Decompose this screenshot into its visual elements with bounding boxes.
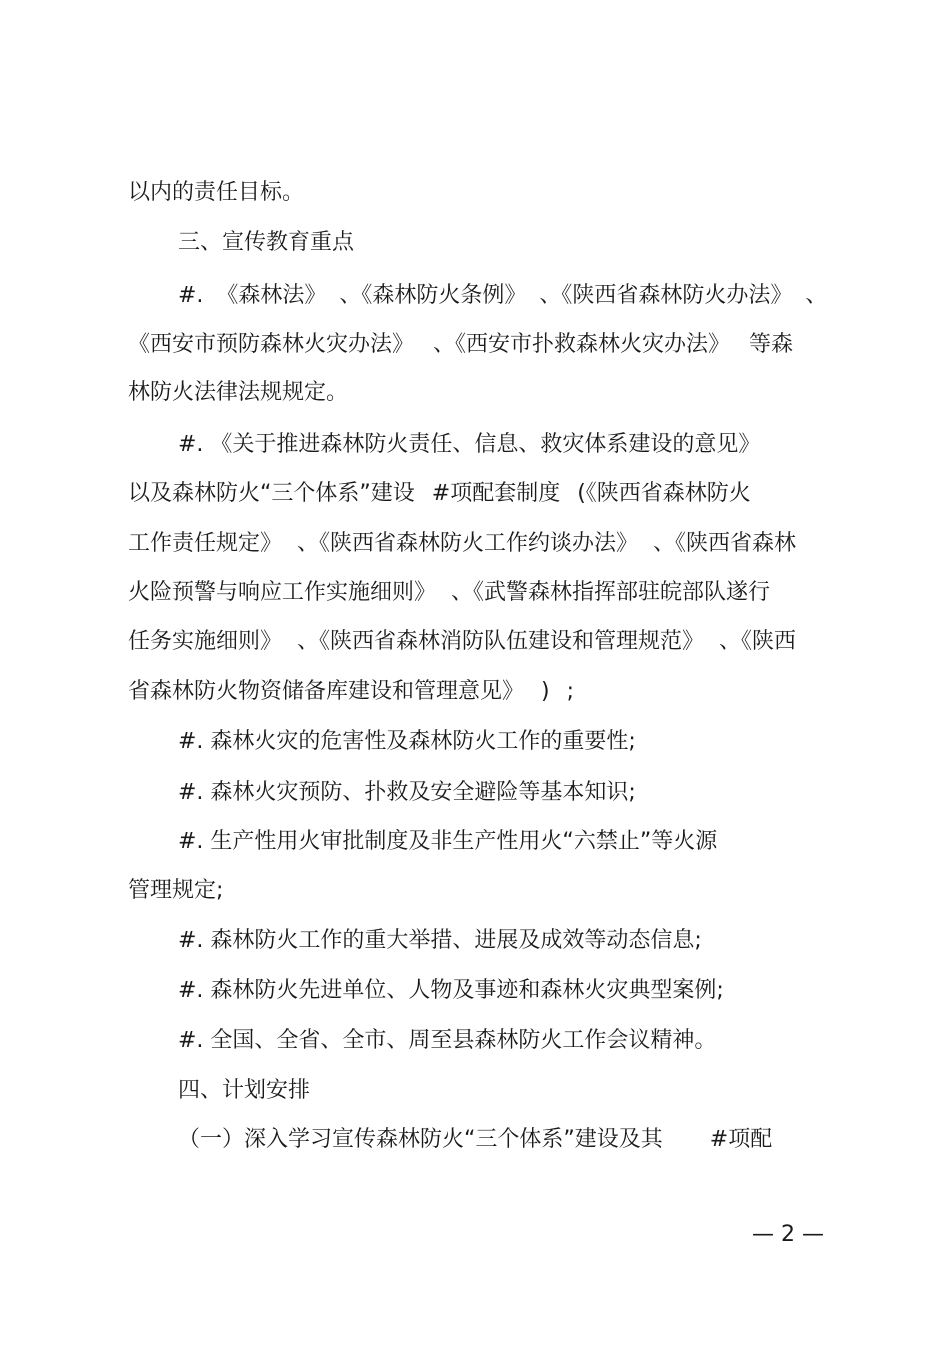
list-item: #. 全国、全省、全市、周至县森林防火工作会议精神。 (178, 1028, 717, 1053)
list-item: #. 森林防火先进单位、人物及事迹和森林火灾典型案例; (178, 978, 724, 1003)
section-heading: 四、计划安排 (178, 1078, 311, 1103)
list-item: #. 森林火灾的危害性及森林防火工作的重要性; (178, 729, 636, 754)
list-item: #. 生产性用火审批制度及非生产性用火“六禁止”等火源 (178, 829, 718, 854)
section-heading: 三、宣传教育重点 (178, 230, 355, 255)
body-text-line: #. 《森林法》 、《森林防火条例》 、《陕西省森林防火办法》 、 (178, 283, 828, 308)
list-item: #. 森林防火工作的重大举措、进展及成效等动态信息; (178, 928, 702, 953)
body-text-line: 林防火法律法规规定。 (128, 380, 349, 405)
subsection-heading: （一）深入学习宣传森林防火“三个体系”建设及其 #项配 (178, 1127, 773, 1152)
list-item: #. 森林火灾预防、扑救及安全避险等基本知识; (178, 780, 636, 805)
body-text-line: 火险预警与响应工作实施细则》 、《武警森林指挥部驻皖部队遂行 (128, 580, 770, 605)
body-text-line: 工作责任规定》 、《陕西省森林防火工作约谈办法》 、《陕西省森林 (128, 531, 796, 556)
page-number: — 2 — (752, 1222, 824, 1247)
body-text-line: #. 《关于推进森林防火责任、信息、救灾体系建设的意见》 (178, 432, 761, 457)
body-text-line: 以及森林防火“三个体系”建设 #项配套制度 (《陕西省森林防火 (128, 481, 751, 506)
body-text-line: 任务实施细则》 、《陕西省森林消防队伍建设和管理规范》 、《陕西 (128, 629, 796, 654)
body-text-line: 《西安市预防森林火灾办法》 、《西安市扑救森林火灾办法》 等森 (128, 332, 793, 357)
body-text-line: 管理规定; (128, 878, 224, 903)
body-text-line: 以内的责任目标。 (128, 180, 305, 205)
body-text-line: 省森林防火物资储备库建设和管理意见》 ) ; (128, 679, 574, 704)
